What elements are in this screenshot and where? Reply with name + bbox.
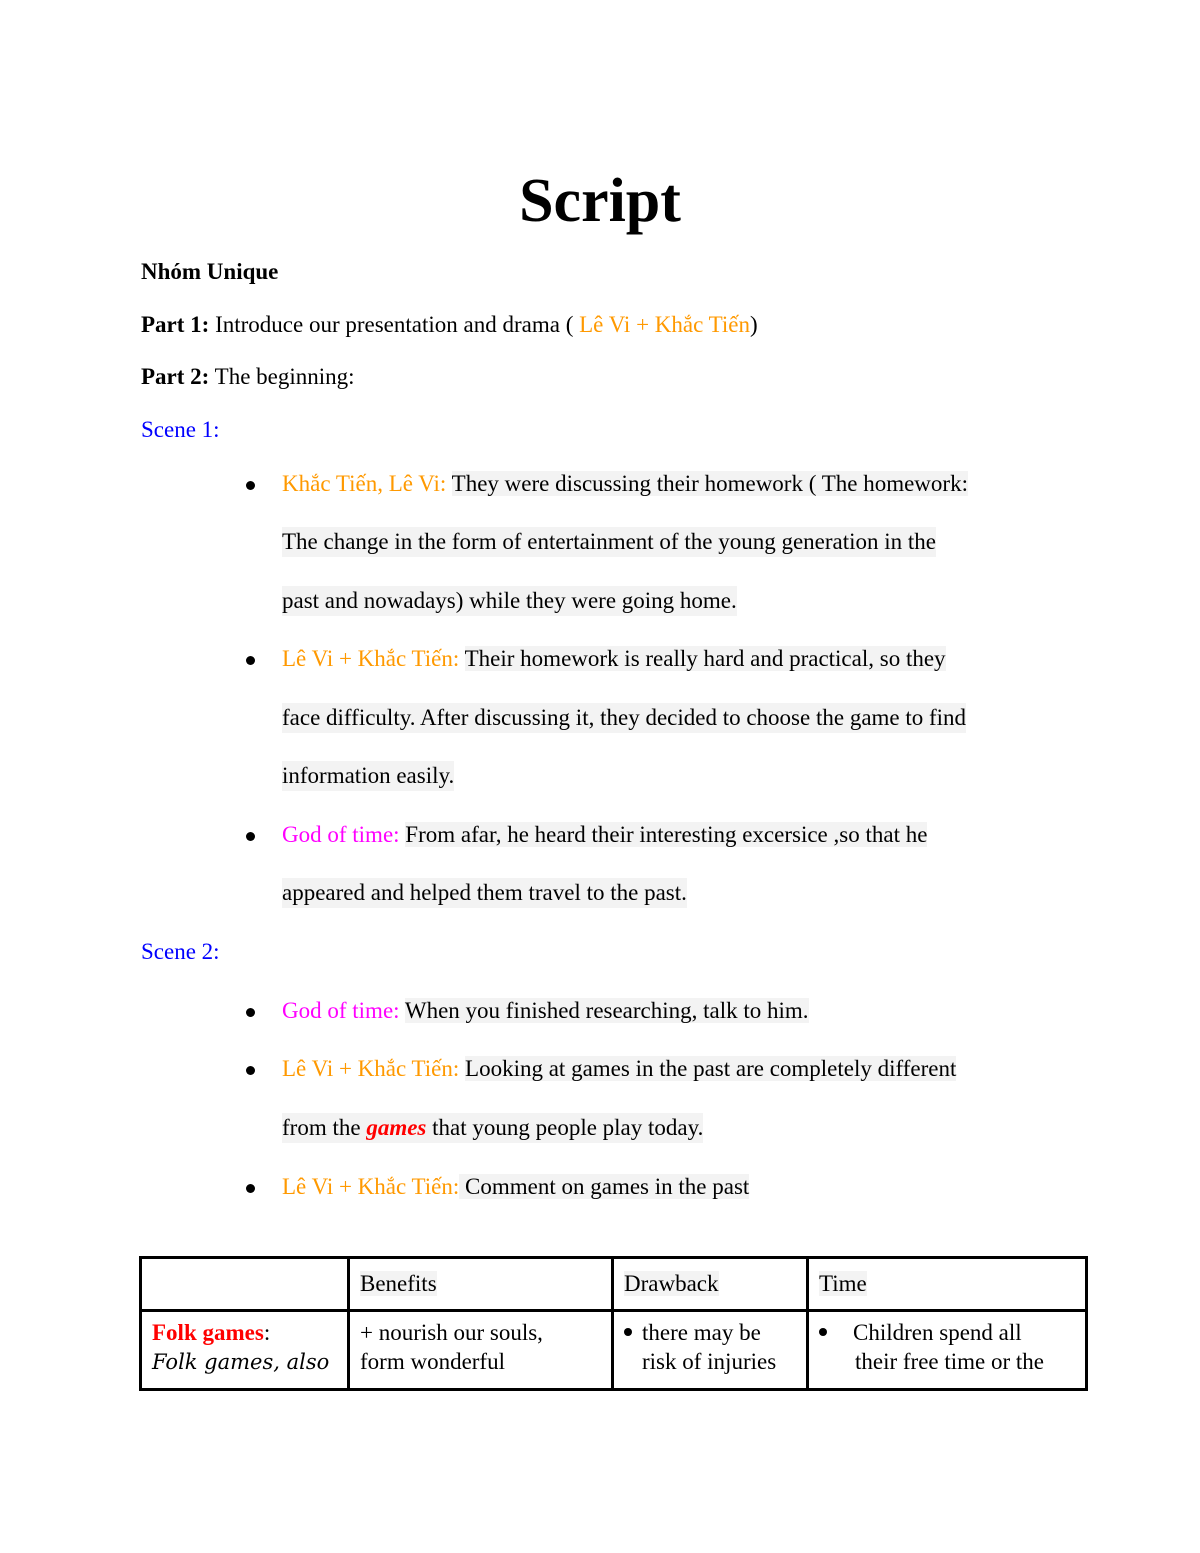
table-header-cell [349,1258,613,1311]
dialogue-text: Looking at games in the past are completely different [465,1056,957,1081]
header-benefits: Benefits [360,1271,437,1296]
folk-games-colon: : [263,1320,271,1345]
drawback-line-1: there may be [642,1320,761,1345]
scene-1-bullet-2-line-2: face difficulty. After discussing it, they decided to choose the game to find [282,703,966,733]
bullet-dot [819,1328,827,1336]
speaker-label: God of time: [282,822,400,847]
scene-1-bullet-3-line-2: appeared and helped them travel to the past. [282,878,687,908]
dialogue-text: Comment on games in the past [459,1174,750,1199]
bullet-dot [246,1066,255,1075]
bullet-dot [246,832,255,841]
part-2-line [141,362,355,392]
speaker-label: Lê Vi + Khắc Tiến: [282,646,460,671]
scene-2-bullet-2-line-1 [282,1054,956,1084]
table-cell-drawback [613,1311,808,1390]
bullet-dot [246,1184,255,1193]
part-1-close: ) [750,312,758,337]
speaker-label: God of time: [282,998,400,1023]
header-time: Time [819,1271,867,1296]
scene-1-bullet-1-line-1 [282,469,968,499]
scene-2-bullet-2-line-2 [282,1113,703,1143]
table-cell-time [808,1311,1087,1390]
table-header-cell [613,1258,808,1311]
table-cell-folk-games [141,1311,349,1390]
part-1-line [141,310,758,340]
scene-1-heading: Scene 1: [141,417,220,442]
emphasis-games: games [366,1115,427,1140]
part-2-text: The beginning: [209,364,355,389]
table-row [141,1311,1087,1390]
speaker-label: Khắc Tiến, Lê Vi: [282,471,447,496]
folk-games-title: Folk games [152,1320,264,1345]
dialogue-text: From afar, he heard their interesting excersice ,so that he [405,822,928,847]
scene-1-bullet-1-line-2: The change in the form of entertainment of the young generation in the [282,527,936,557]
scene-2-bullet-3-line-1 [282,1172,749,1202]
scene-2-bullet-1-line-1 [282,996,809,1026]
dialogue-text-post: that young people play today. [426,1115,704,1140]
comparison-table [139,1256,1088,1391]
table-header-row [141,1258,1087,1311]
group-name: Nhóm Unique [141,259,279,284]
speaker-label: Lê Vi + Khắc Tiến [282,1174,453,1199]
speaker-colon: : [452,1174,460,1199]
bullet-dot [246,1008,255,1017]
scene-1-bullet-1-line-3: past and nowadays) while they were going home. [282,586,737,616]
part-2-label: Part 2: [141,364,210,389]
bullet-dot [246,481,255,490]
dialogue-text: Their homework is really hard and practical, so they [464,646,946,671]
benefits-line-1: + nourish our souls, [360,1320,543,1345]
scene-1-bullet-2-line-1 [282,644,946,674]
dialogue-text: They were discussing their homework ( The homework: [451,471,968,496]
dialogue-text: When you finished researching, talk to him. [404,998,809,1023]
part-1-text: Introduce our presentation and drama ( [209,312,580,337]
part-1-label: Part 1: [141,312,210,337]
scene-1-bullet-3-line-1 [282,820,927,850]
table-header-cell [808,1258,1087,1311]
bullet-dot [246,656,255,665]
scene-1-bullet-2-line-3: information easily. [282,761,454,791]
scene-2-heading: Scene 2: [141,939,220,964]
table-cell-benefits [349,1311,613,1390]
document-title: Script [519,167,681,235]
speaker-label: Lê Vi + Khắc Tiến: [282,1056,460,1081]
time-line-1: Children spend all [853,1320,1022,1345]
header-drawback: Drawback [624,1271,719,1296]
bullet-dot [624,1328,632,1336]
time-line-2: their free time or the [855,1349,1045,1374]
benefits-line-2: form wonderful [360,1349,505,1374]
part-1-names: Lê Vi + Khắc Tiến [579,312,750,337]
folk-games-text: Folk games, also [152,1350,330,1374]
table-header-cell [141,1258,349,1311]
dialogue-text-pre: from the [282,1115,367,1140]
drawback-line-2: risk of injuries [642,1349,777,1374]
